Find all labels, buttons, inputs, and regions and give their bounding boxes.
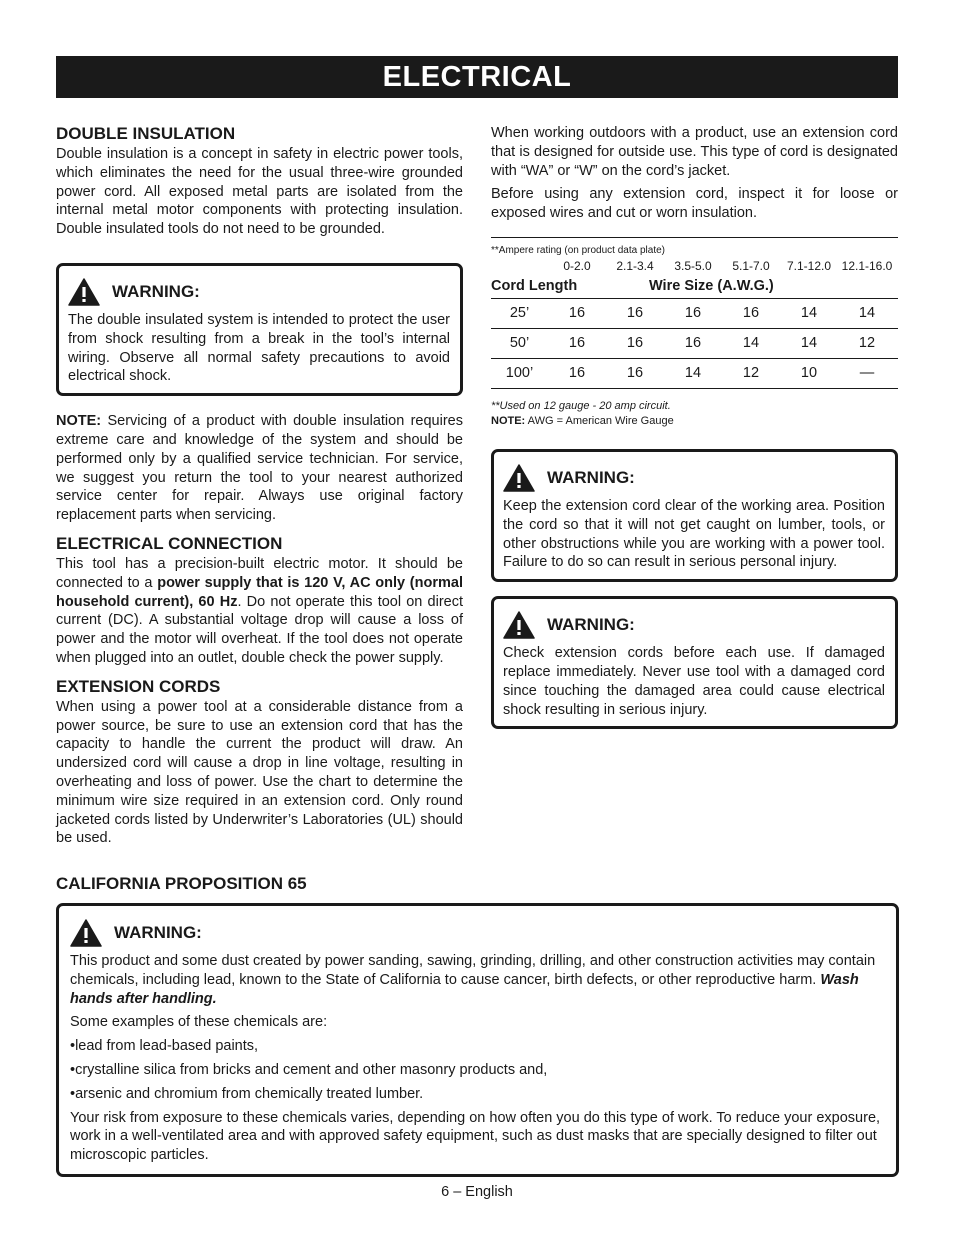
table-header-row (491, 275, 898, 299)
table-row (491, 329, 898, 359)
wire-size-cell: 16 (742, 305, 760, 322)
wire-size-cell: 16 (684, 335, 702, 352)
extension-cords-heading: EXTENSION CORDS (56, 676, 221, 696)
wire-size-cell: 16 (626, 335, 644, 352)
connection-text-b: . Do not operate this tool on direct current (DC). A substantial voltage drop will cause a loss of power and the motor will overheat. If the tool does not operate when plugged into an outlet, double check the power supply. (56, 593, 463, 666)
extension-cord-table (491, 237, 898, 389)
service-note (56, 412, 463, 525)
wire-size-cell: 12 (858, 335, 876, 352)
double-insulation-body: Double insulation is a concept in safety in electric power tools, which eliminates the need for the usual three-wire grounded power cord. All exposed metal parts are isolated from the internal metal motor components with protecting insulation. Double insulated tools do not need to be grounded. (56, 146, 463, 238)
connection-text-a: This tool has a precision-built electric motor. It should be connected to a (56, 555, 463, 591)
note-text: Servicing of a product with double insulation requires extreme care and knowledge of the system and should be performed only by a qualified service technician. For service, we suggest you return the tool to your nearest authorized service center for repair. Always use original factory replacement parts when servicing. (56, 413, 463, 524)
double-insulation-section (56, 124, 463, 525)
prop65-intro-text: This product and some dust created by power sanding, sawing, grinding, drilling, and other construction activities may contain chemicals, including lead, known to the State of California to cause cancer, birth defects, or other reproductive harm. (70, 953, 876, 988)
cord-length-cell: 25’ (509, 305, 530, 322)
outdoor-cord-text: When working outdoors with a product, use an extension cord that is designed for outside use. This type of cord is designated with “WA” or “W” on the cord’s jacket. (491, 125, 898, 179)
warning-title: WARNING: (547, 615, 635, 635)
wire-size-cell: 16 (568, 305, 586, 322)
table-footnotes (491, 399, 898, 429)
table-row (491, 359, 898, 389)
wire-size-cell: 14 (742, 335, 760, 352)
double-insulation-warning-box (56, 263, 463, 396)
wire-size-cell: 14 (858, 305, 876, 322)
examples-lead: Some examples of these chemicals are: (70, 1014, 328, 1031)
warning-triangle-icon (503, 464, 535, 492)
warning-text: Keep the extension cord clear of the working area. Position the cord so that it will not get caught on lumber, tools, or other obstructions while you are working with a power tool. Failure to do so can result in serious personal injury. (503, 497, 885, 571)
page-footer: 6 – English (441, 1184, 513, 1200)
prop65-intro (70, 952, 882, 1008)
warning-title: WARNING: (547, 467, 635, 487)
inspect-cord-text: Before using any extension cord, inspect it for loose or exposed wires and cut or worn insulation. (491, 186, 898, 222)
note-label: NOTE: (56, 413, 102, 430)
amp-range: 5.1-7.0 (732, 258, 770, 273)
extension-cords-body: When using a power tool at a considerable distance from a power source, be sure to use an extension cord that has the capacity to handle the current the product will draw. An undersized cord will cause a drop in line voltage, resulting in overheating and loss of power. Use the chart to determine the minimum wire size required in an extension cord. Only round jacketed cords listed by Underwriter’s Laboratories (UL) should be used. (56, 698, 463, 847)
prop65-section (56, 874, 899, 1177)
cord-clear-warning-box (491, 449, 898, 582)
cord-length-header: Cord Length (491, 278, 578, 295)
chemical-bullet: •crystalline silica from bricks and cement and other masonry products and, (70, 1061, 548, 1078)
warning-text: The double insulated system is intended to protect the user from shock resulting from a break in the tool’s internal wiring. Observe all normal safety precautions to avoid electrical shock. (68, 311, 450, 385)
awg-note (491, 414, 898, 429)
electrical-connection-heading: ELECTRICAL CONNECTION (56, 533, 283, 553)
prop65-heading: CALIFORNIA PROPOSITION 65 (56, 874, 307, 893)
prop65-warning-box (56, 903, 899, 1177)
check-cords-warning-box (491, 596, 898, 729)
warning-text: Check extension cords before each use. If damaged replace immediately. Never use tool with a damaged cord since touching the damaged area could cause electrical shock resulting in serious injury. (503, 645, 885, 718)
wire-size-cell: 16 (684, 305, 702, 322)
cord-length-cell: 100’ (505, 365, 534, 382)
warning-header (68, 275, 450, 309)
warning-triangle-icon (70, 919, 102, 947)
wire-size-cell: 14 (800, 335, 818, 352)
chemical-bullet: •arsenic and chromium from chemically treated lumber. (70, 1085, 424, 1102)
left-column (56, 124, 463, 857)
chemical-bullet: •lead from lead-based paints, (70, 1038, 259, 1055)
electrical-connection-section (56, 534, 463, 668)
amp-range: 0-2.0 (563, 258, 591, 273)
wire-size-cell: 12 (742, 365, 760, 382)
amp-range: 7.1-12.0 (786, 258, 832, 273)
warning-header (70, 916, 882, 950)
warning-title: WARNING: (112, 281, 200, 301)
amp-range: 12.1-16.0 (841, 258, 893, 273)
wire-size-cell: 16 (626, 305, 644, 322)
wire-size-cell: 14 (800, 305, 818, 322)
wire-size-cell: — (859, 365, 875, 382)
gauge-footnote: **Used on 12 gauge - 20 amp circuit. (491, 399, 671, 412)
wire-size-cell: 16 (568, 365, 586, 382)
right-column (491, 124, 898, 729)
note-text: AWG = American Wire Gauge (525, 414, 674, 427)
table-row (491, 299, 898, 329)
cord-length-cell: 50’ (509, 335, 530, 352)
extension-cords-section (56, 677, 463, 848)
page-title: ELECTRICAL (56, 56, 898, 98)
warning-triangle-icon (503, 611, 535, 639)
warning-triangle-icon (68, 278, 100, 306)
wire-size-cell: 16 (626, 365, 644, 382)
wire-size-cell: 14 (684, 365, 702, 382)
electrical-connection-body (56, 555, 463, 668)
warning-header (503, 461, 885, 495)
warning-header (503, 608, 885, 642)
ampere-ranges-row (491, 257, 898, 275)
double-insulation-heading: DOUBLE INSULATION (56, 124, 236, 143)
ampere-rating-note: **Ampere rating (on product data plate) (491, 244, 665, 256)
note-label: NOTE: (491, 414, 526, 427)
risk-text: Your risk from exposure to these chemicals varies, depending on how often you do this type of work. To reduce your exposure, work in a well-ventilated area and with approved safety equipment, such as dust masks that are specially designed to filter out microscopic particles. (70, 1109, 881, 1164)
wire-size-cell: 10 (800, 365, 818, 382)
wire-size-cell: 16 (568, 335, 586, 352)
wire-size-header: Wire Size (A.W.G.) (649, 278, 774, 295)
warning-title: WARNING: (114, 923, 202, 942)
wash-hands-text: Wash hands after handling. (70, 971, 859, 1007)
power-supply-spec: power supply that is 120 V, AC only (normal household current), 60 Hz (56, 574, 463, 610)
amp-range: 2.1-3.4 (616, 258, 654, 273)
amp-range: 3.5-5.0 (674, 258, 712, 273)
